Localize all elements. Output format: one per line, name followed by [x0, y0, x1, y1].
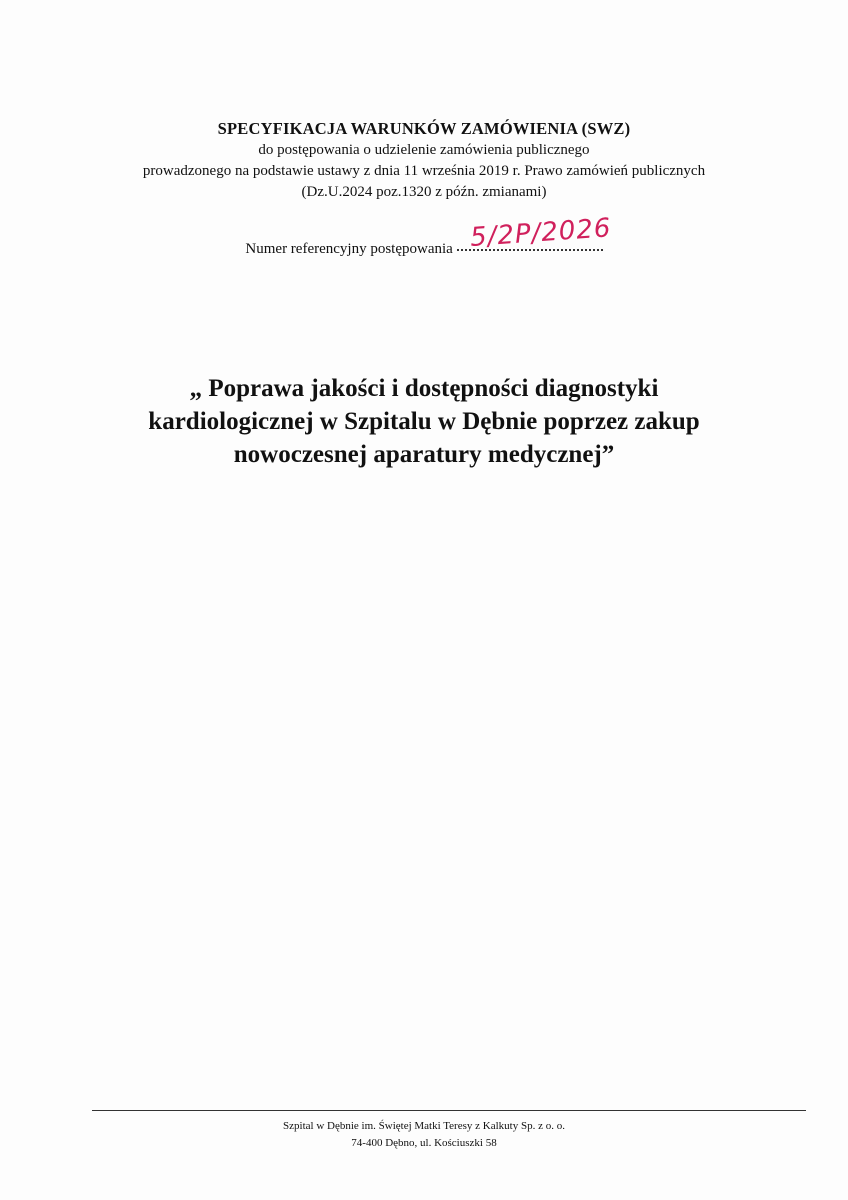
procurement-title [0, 372, 848, 471]
reference-number-line [0, 213, 848, 260]
footer-line-2: 74-400 Dębno, ul. Kościuszki 58 [351, 1137, 497, 1149]
procurement-title-line-1: „ Poprawa jakości i dostępności diagnostyki [189, 375, 659, 402]
procurement-title-line-2: kardiologicznej w Szpitalu w Dębnie poprzez zakup [148, 408, 700, 435]
reference-number-field [457, 213, 612, 253]
document-header [0, 118, 848, 203]
footer-line-1: Szpital w Dębnie im. Świętej Matki Teresy z Kalkuty Sp. z o. o. [283, 1120, 565, 1132]
handwritten-reference-number: 5/2P/2026 [468, 213, 612, 253]
header-subtitle-line-3: (Dz.U.2024 poz.1320 z późn. zmianami) [301, 184, 547, 200]
header-subtitle-line-1: do postępowania o udzielenie zamówienia publicznego [258, 142, 590, 158]
header-subtitle-line-2: prowadzonego na podstawie ustawy z dnia 11 września 2019 r. Prawo zamówień publicznych [142, 163, 706, 179]
page-footer [0, 1118, 848, 1152]
reference-number-label: Numer referencyjny postępowania [245, 241, 453, 257]
document-title: SPECYFIKACJA WARUNKÓW ZAMÓWIENIA (SWZ) [217, 119, 631, 138]
procurement-title-line-3: nowoczesnej aparatury medycznej” [233, 441, 615, 468]
footer-divider [92, 1110, 806, 1111]
